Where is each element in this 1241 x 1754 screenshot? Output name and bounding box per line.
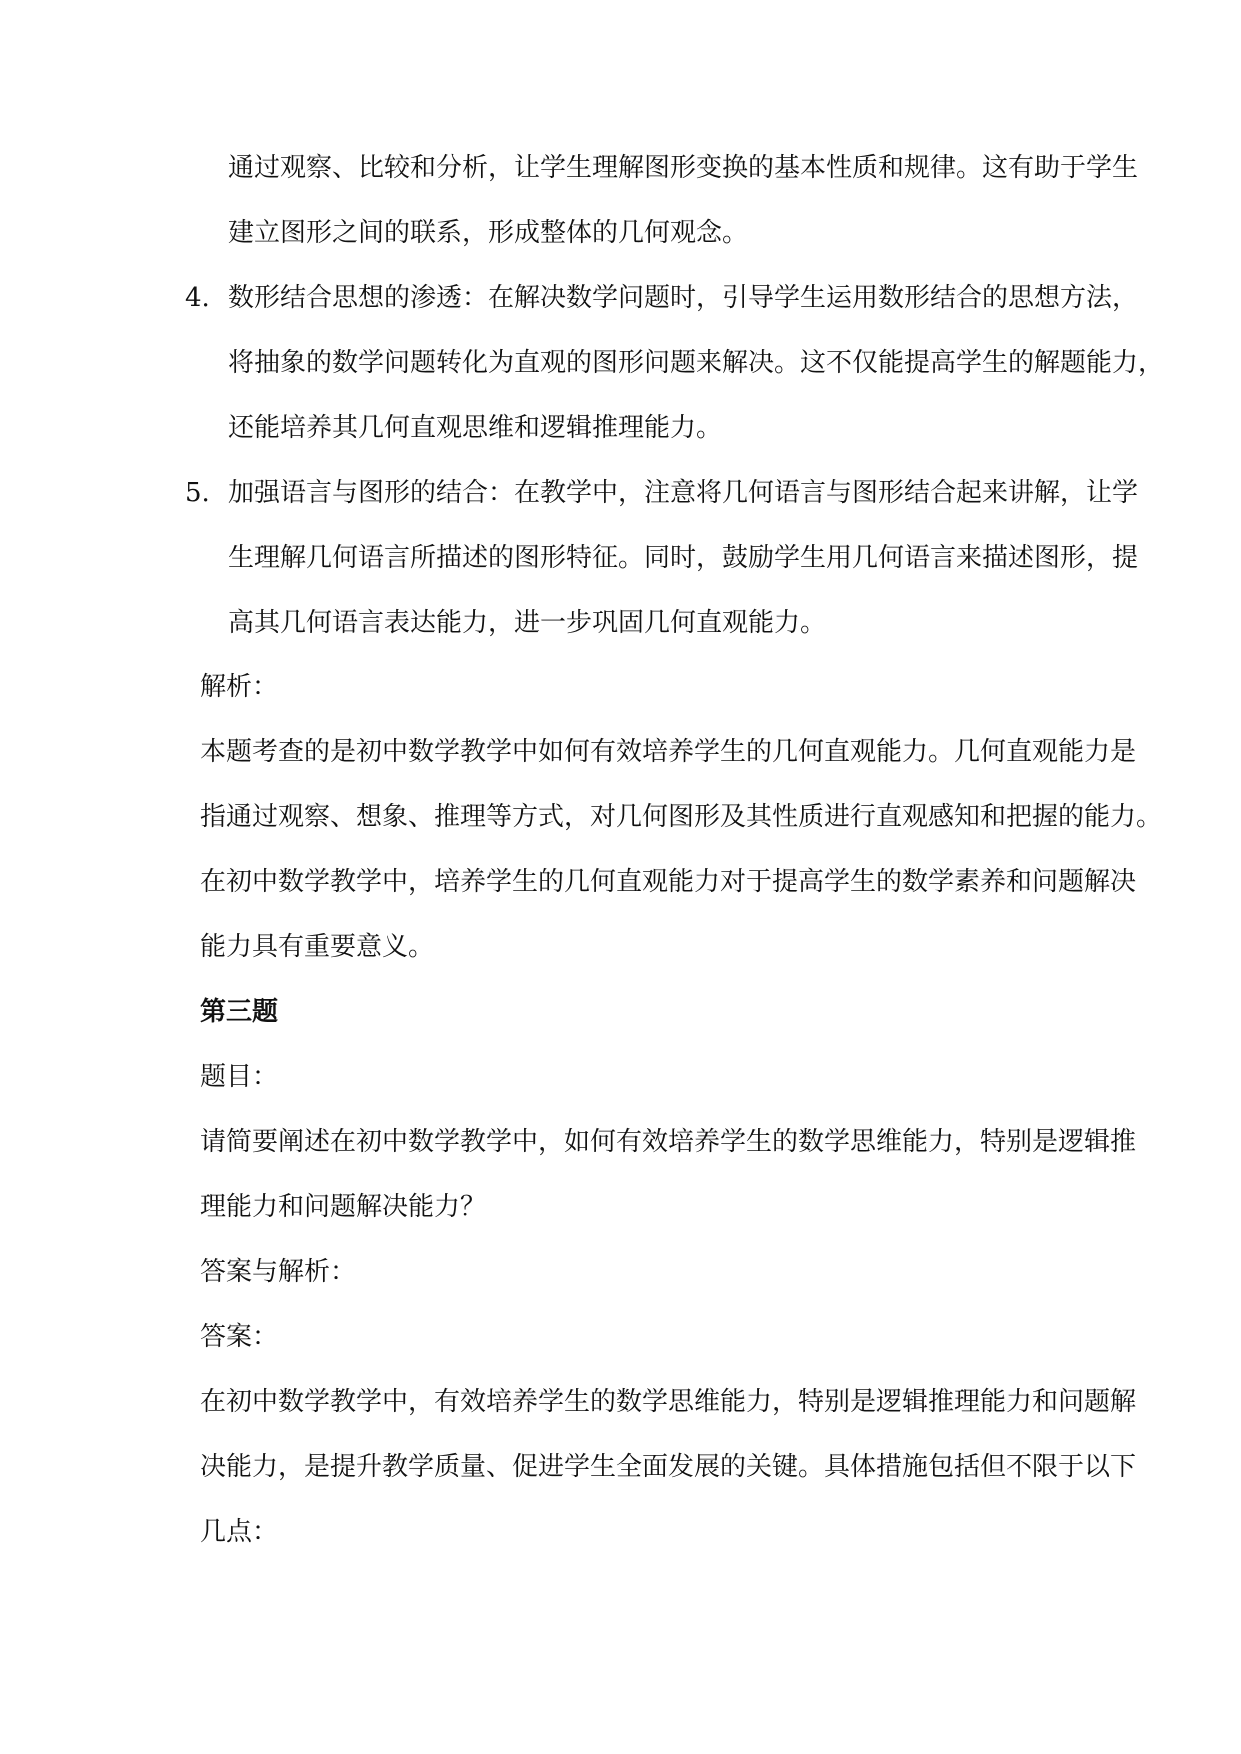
answer-line-2: 决能力，是提升教学质量、促进学生全面发展的关键。具体措施包括但不限于以下 bbox=[200, 1452, 1137, 1482]
list-item-4-line-1: 数形结合思想的渗透：在解决数学问题时，引导学生运用数形结合的思想方法， bbox=[228, 283, 1139, 313]
list-item-5-number: 5. bbox=[185, 478, 210, 508]
list-item-4-line-3: 还能培养其几何直观思维和逻辑推理能力。 bbox=[228, 413, 723, 443]
analysis-label: 解析： bbox=[200, 672, 279, 702]
list-item-5-line-3: 高其几何语言表达能力，进一步巩固几何直观能力。 bbox=[228, 608, 827, 638]
analysis-line-2: 指通过观察、想象、推理等方式，对几何图形及其性质进行直观感知和把握的能力。 bbox=[200, 802, 1163, 832]
list-item-5-line-1: 加强语言与图形的结合：在教学中，注意将几何语言与图形结合起来讲解，让学 bbox=[228, 478, 1139, 508]
analysis-line-3: 在初中数学教学中，培养学生的几何直观能力对于提高学生的数学素养和问题解决 bbox=[200, 867, 1137, 897]
analysis-line-4: 能力具有重要意义。 bbox=[200, 932, 435, 962]
answer-line-3: 几点： bbox=[200, 1517, 279, 1547]
question-line-2: 理能力和问题解决能力？ bbox=[200, 1192, 487, 1222]
answer-line-1: 在初中数学教学中，有效培养学生的数学思维能力，特别是逻辑推理能力和问题解 bbox=[200, 1387, 1137, 1417]
question-line-1: 请简要阐述在初中数学教学中，如何有效培养学生的数学思维能力，特别是逻辑推 bbox=[200, 1127, 1137, 1157]
analysis-line-1: 本题考查的是初中数学教学中如何有效培养学生的几何直观能力。几何直观能力是 bbox=[200, 737, 1137, 767]
answer-analysis-label: 答案与解析： bbox=[200, 1257, 357, 1287]
question-label: 题目： bbox=[200, 1062, 279, 1092]
section-title: 第三题 bbox=[200, 997, 279, 1027]
list-item-4-line-2: 将抽象的数学问题转化为直观的图形问题来解决。这不仅能提高学生的解题能力， bbox=[228, 348, 1165, 378]
continuation-line-2: 建立图形之间的联系，形成整体的几何观念。 bbox=[228, 218, 749, 248]
list-item-4-number: 4. bbox=[185, 283, 210, 313]
continuation-line-1: 通过观察、比较和分析，让学生理解图形变换的基本性质和规律。这有助于学生 bbox=[228, 153, 1139, 183]
list-item-5-line-2: 生理解几何语言所描述的图形特征。同时，鼓励学生用几何语言来描述图形，提 bbox=[228, 543, 1139, 573]
answer-label: 答案： bbox=[200, 1322, 279, 1352]
